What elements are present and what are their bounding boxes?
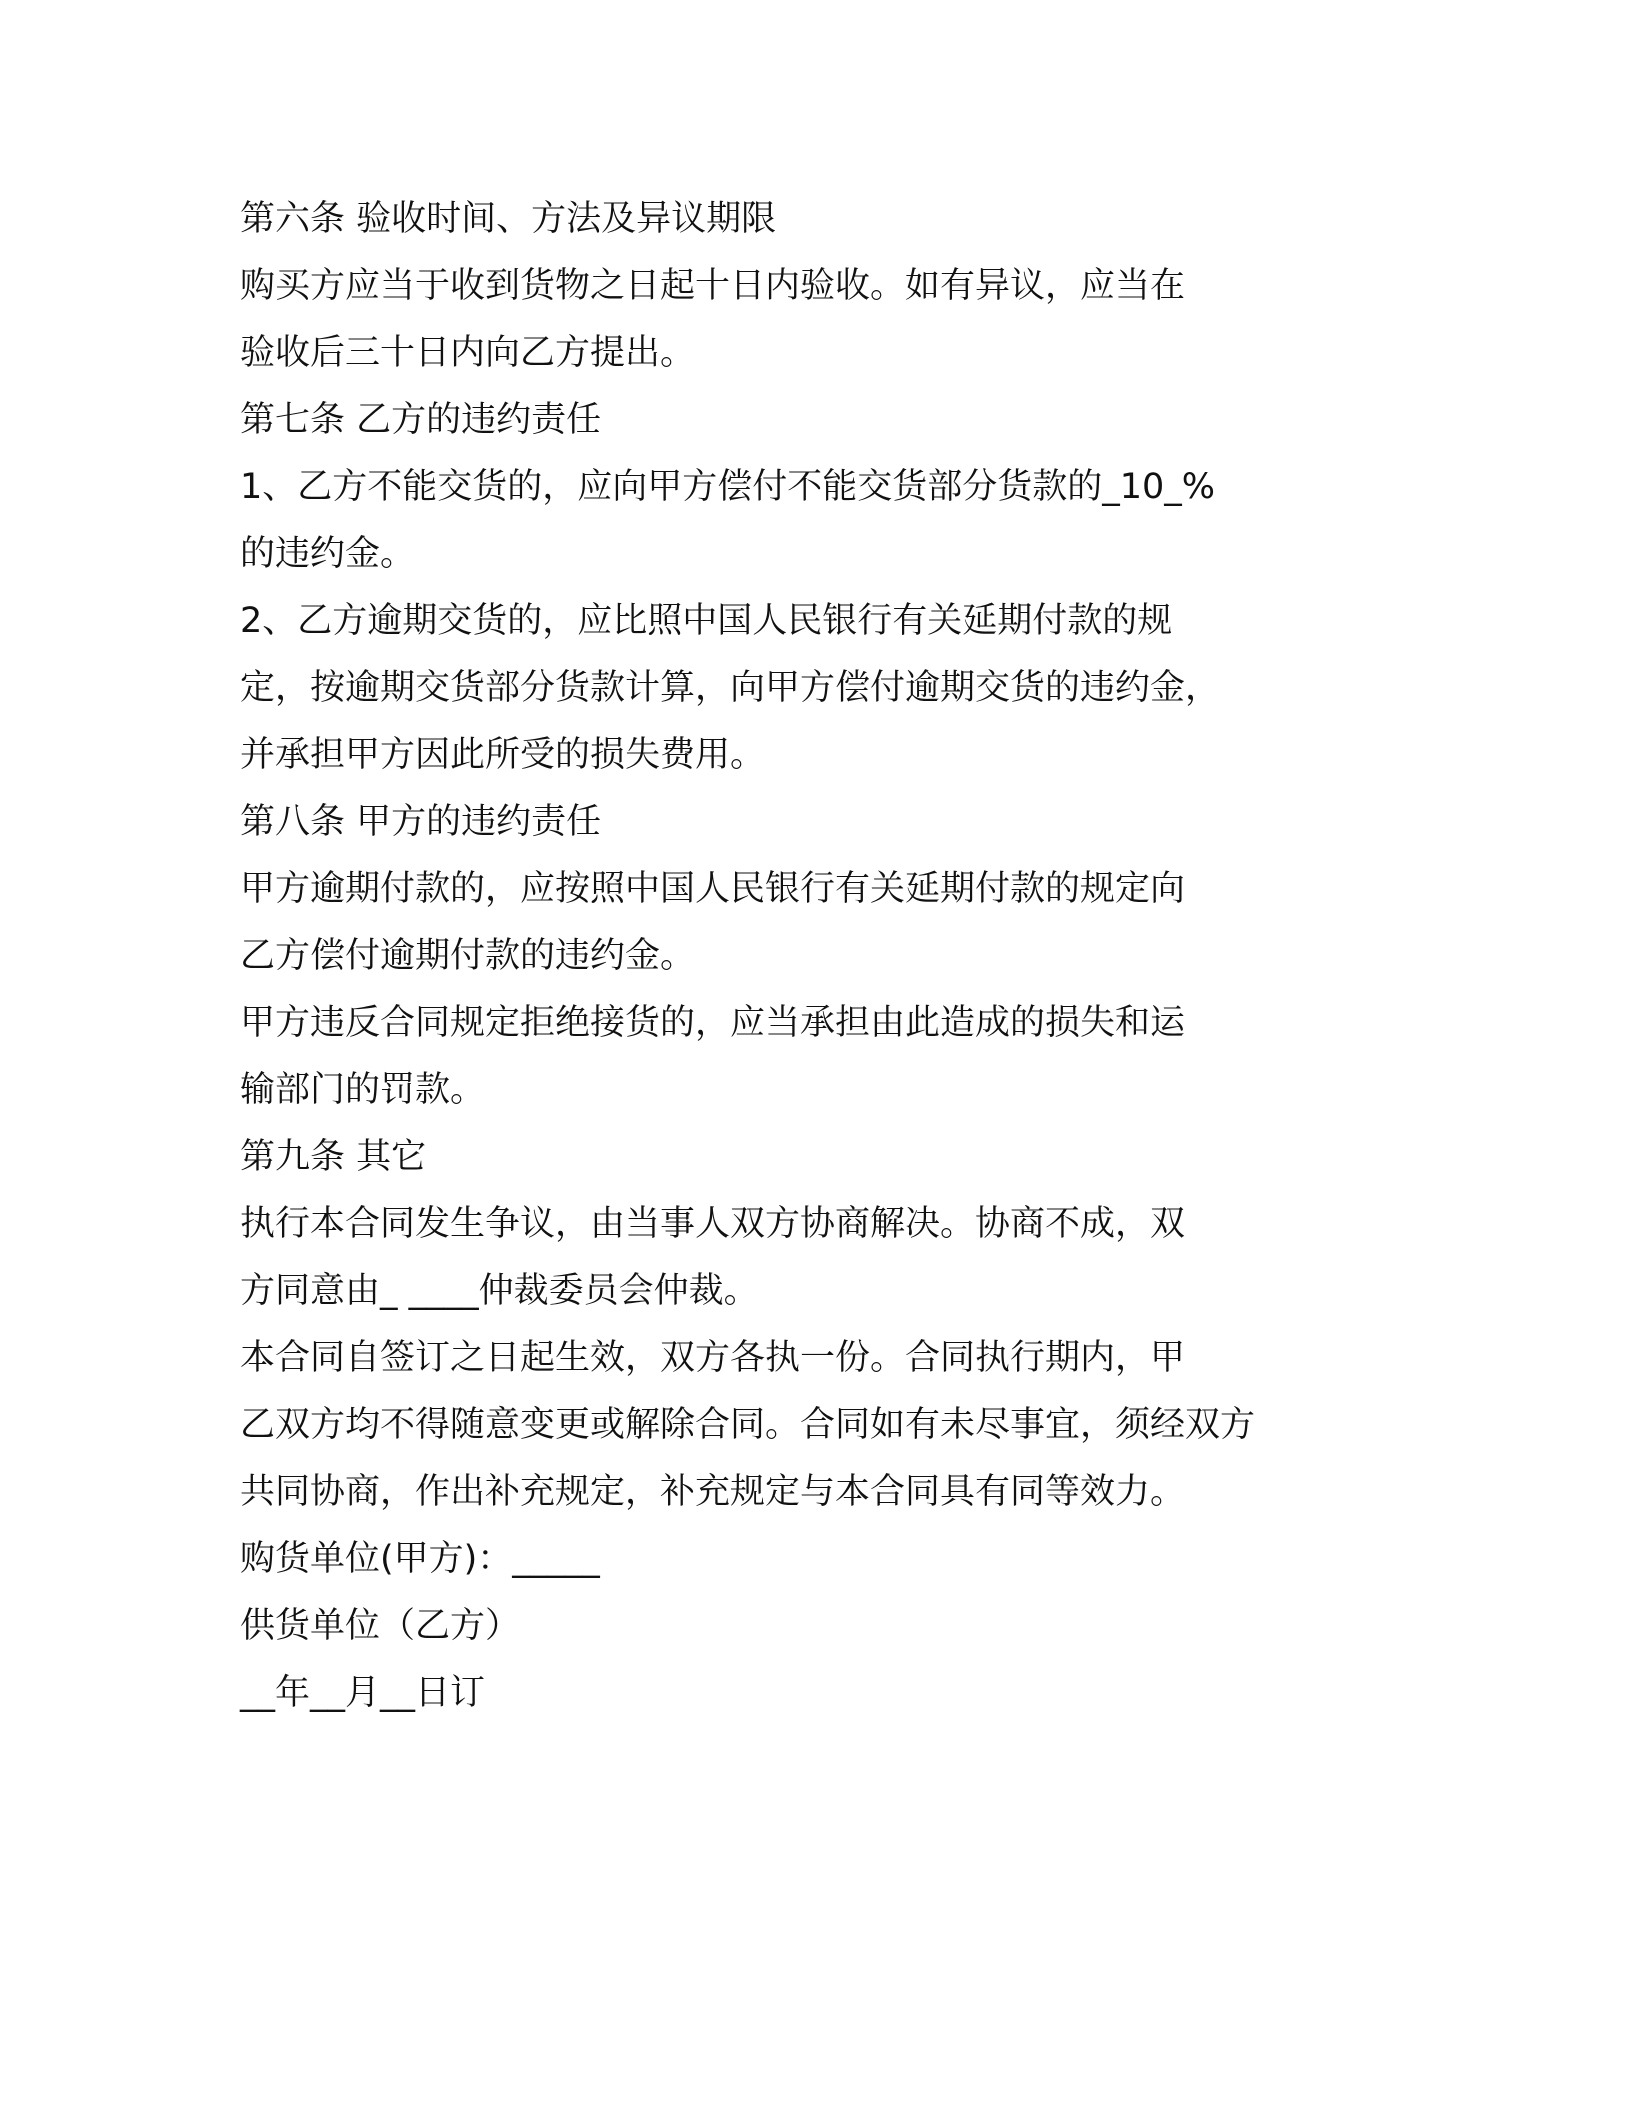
article-9-para-1-line-2: 方同意由_ ____仲裁委员会仲裁。 — [240, 1271, 759, 1311]
article-7-item-2-line-3: 并承担甲方因此所受的损失费用。 — [240, 735, 766, 775]
article-9-para-2-line-1: 本合同自签订之日起生效，双方各执一份。合同执行期内，甲 — [240, 1338, 1186, 1378]
article-7-item-1-line-2: 的违约金。 — [240, 534, 416, 574]
article-7-heading: 第七条 乙方的违约责任 — [240, 400, 602, 440]
article-9-heading: 第九条 其它 — [240, 1137, 427, 1177]
article-6-text-line-2: 验收后三十日内向乙方提出。 — [240, 333, 696, 373]
article-7-item-2-line-1: 2、乙方逾期交货的，应比照中国人民银行有关延期付款的规 — [240, 601, 1173, 641]
contract-text-body — [240, 186, 1380, 1727]
article-8-para-1-line-2: 乙方偿付逾期付款的违约金。 — [240, 936, 696, 976]
article-6-heading: 第六条 验收时间、方法及异议期限 — [240, 199, 777, 239]
article-8-para-1-line-1: 甲方逾期付款的，应按照中国人民银行有关延期付款的规定向 — [240, 869, 1186, 909]
article-9-para-2-line-2: 乙双方均不得随意变更或解除合同。合同如有未尽事宜，须经双方 — [240, 1405, 1256, 1445]
article-8-para-2-line-1: 甲方违反合同规定拒绝接货的，应当承担由此造成的损失和运 — [240, 1003, 1186, 1043]
article-9-para-1-line-1: 执行本合同发生争议，由当事人双方协商解决。协商不成，双 — [240, 1204, 1186, 1244]
article-6-text-line-1: 购买方应当于收到货物之日起十日内验收。如有异议，应当在 — [240, 266, 1186, 306]
article-7-item-2-line-2: 定，按逾期交货部分货款计算，向甲方偿付逾期交货的违约金， — [240, 668, 1221, 708]
supplier-signature-line: 供货单位（乙方） — [240, 1606, 521, 1646]
article-8-para-2-line-2: 输部门的罚款。 — [240, 1070, 486, 1110]
signing-date-line: __年__月__日订 — [240, 1673, 486, 1713]
article-9-para-2-line-3: 共同协商，作出补充规定，补充规定与本合同具有同等效力。 — [240, 1472, 1186, 1512]
buyer-signature-line: 购货单位(甲方)：_____ — [240, 1539, 600, 1579]
article-7-item-1-line-1: 1、乙方不能交货的，应向甲方偿付不能交货部分货款的_10_% — [240, 467, 1216, 507]
article-8-heading: 第八条 甲方的违约责任 — [240, 802, 602, 842]
